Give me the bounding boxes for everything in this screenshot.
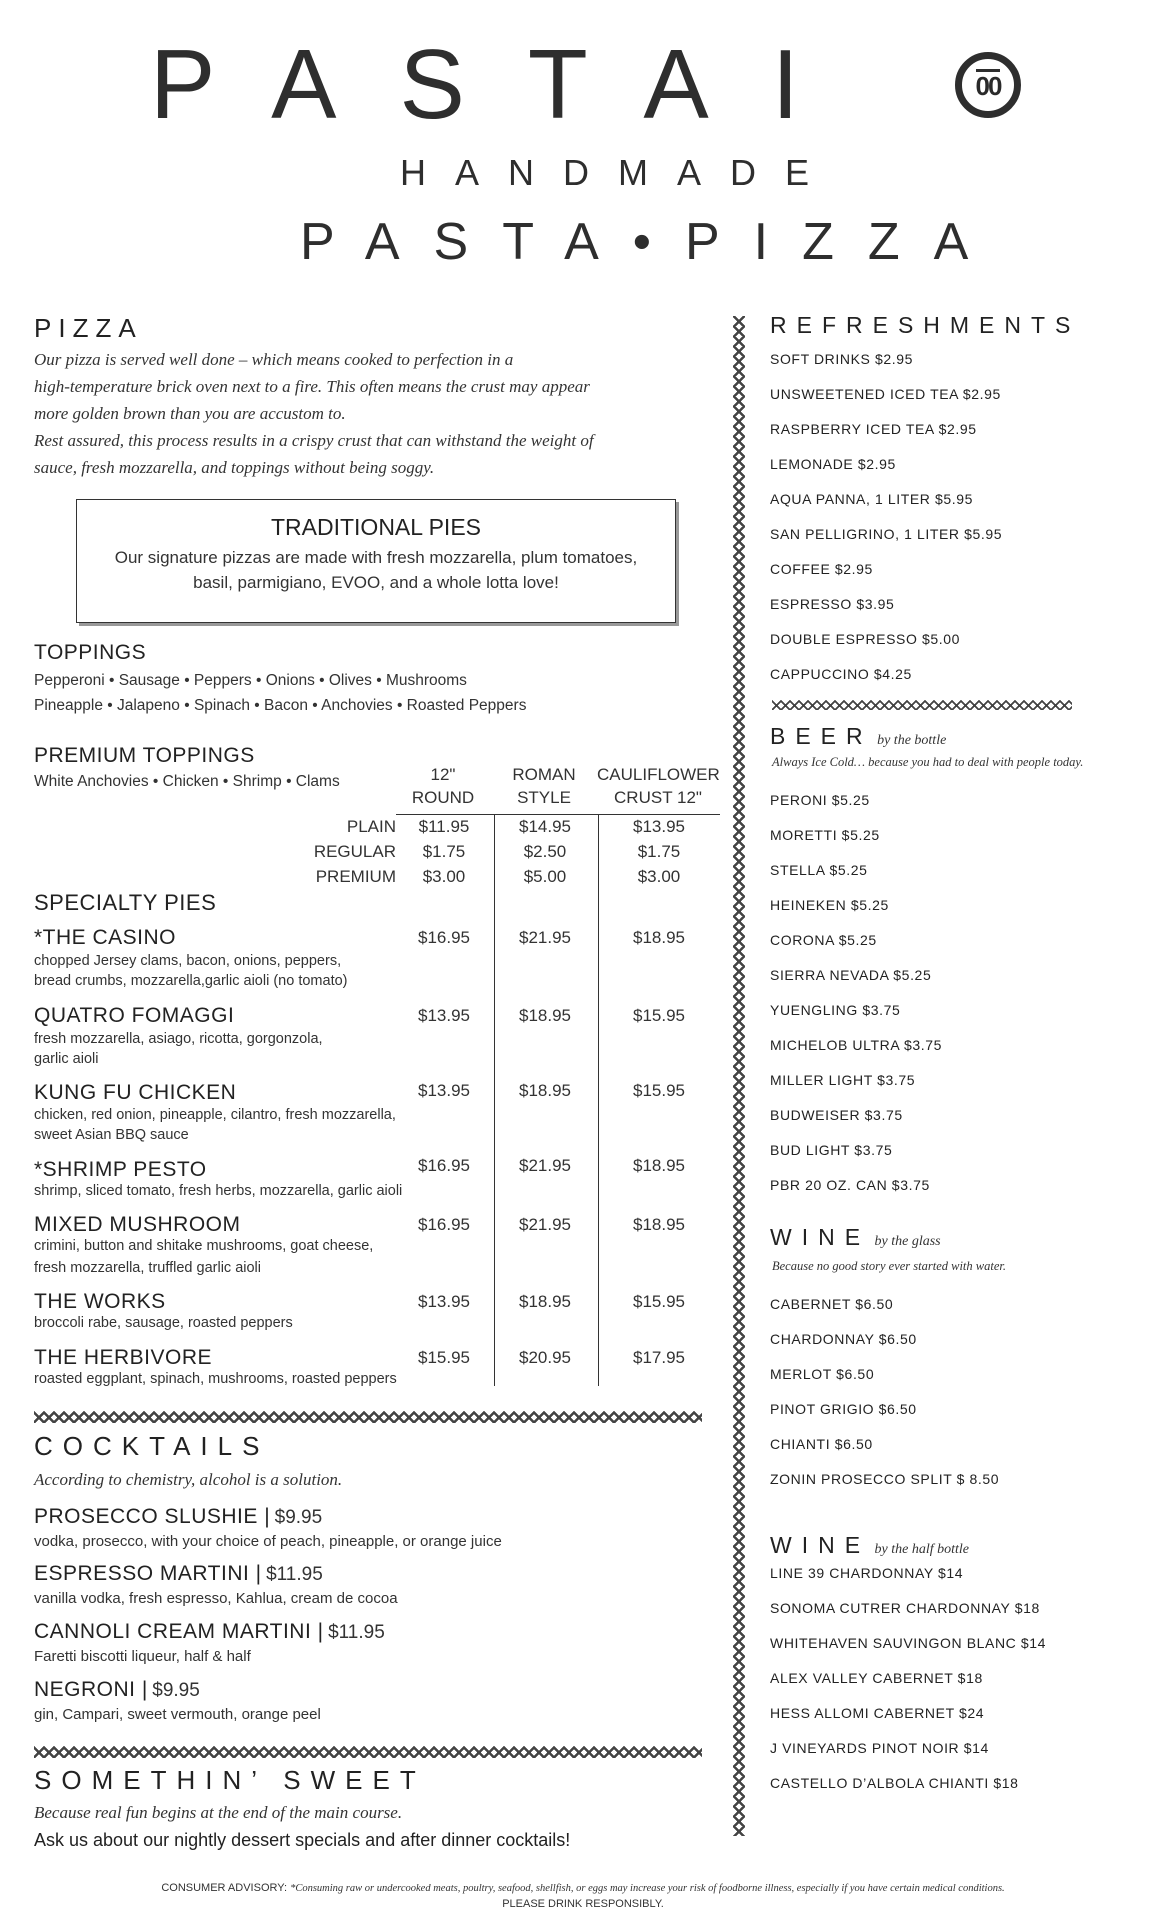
beer-list: [770, 790, 942, 1210]
beer-title: BEER: [770, 723, 873, 749]
ornamental-divider: [34, 1411, 702, 1423]
specialty-desc: fresh mozzarella, truffled garlic aioli: [34, 1260, 261, 1276]
pizza-description-line: sauce, fresh mozzarella, and toppings without being soggy.: [34, 458, 435, 477]
wine-half-subtitle: by the half bottle: [874, 1542, 969, 1557]
price-roman: $18.95: [519, 1006, 571, 1025]
price-roman: $2.50: [523, 842, 567, 861]
column-header-line: CAULIFLOWER: [597, 765, 720, 784]
list-item: SIERRA NEVADA $5.25: [770, 967, 932, 983]
price-round: $13.95: [418, 1292, 470, 1311]
list-item: CABERNET $6.50: [770, 1296, 894, 1312]
price-roman: $14.95: [519, 817, 571, 836]
list-item: BUDWEISER $3.75: [770, 1107, 903, 1123]
pizza-description-line: Our pizza is served well done – which means cooked to perfection in a: [34, 350, 514, 369]
list-item: CASTELLO D’ALBOLA CHIANTI $18: [770, 1775, 1019, 1791]
wine-glass-list: [770, 1294, 999, 1504]
specialty-desc: chopped Jersey clams, bacon, onions, peppers,: [34, 953, 342, 969]
list-item: STELLA $5.25: [770, 862, 868, 878]
premium-toppings-line: White Anchovies • Chicken • Shrimp • Clams: [34, 773, 340, 790]
price-round: $16.95: [418, 1215, 470, 1234]
row-label: REGULAR: [313, 842, 396, 861]
wine-half-list: [770, 1563, 1046, 1808]
cocktail-item: [34, 1678, 321, 1723]
pizza-description-line: high-temperature brick oven next to a fire. This often means the crust may appear: [34, 377, 590, 396]
list-item: SAN PELLIGRINO, 1 LITER $5.95: [770, 526, 1003, 542]
list-item: HEINEKEN $5.25: [770, 897, 889, 913]
traditional-pies-line: basil, parmigiano, EVOO, and a whole lotta love!: [193, 573, 559, 592]
list-item: MORETTI $5.25: [770, 827, 880, 843]
price-round: $16.95: [418, 1156, 470, 1175]
price-roman: $21.95: [519, 1156, 571, 1175]
logo-mark-text: 00: [975, 71, 1001, 101]
cocktail-price: $9.95: [274, 1507, 323, 1528]
list-item: MICHELOB ULTRA $3.75: [770, 1037, 943, 1053]
specialty-desc: roasted eggplant, spinach, mushrooms, roasted peppers: [34, 1371, 397, 1387]
price-cauliflower: $18.95: [633, 1156, 685, 1175]
list-item: SOFT DRINKS $2.95: [770, 351, 913, 367]
traditional-pies-title: TRADITIONAL PIES: [270, 514, 482, 540]
toppings-title: TOPPINGS: [34, 641, 147, 664]
table-row: [0, 842, 1166, 867]
specialty-desc: sweet Asian BBQ sauce: [34, 1127, 189, 1143]
list-item: LEMONADE $2.95: [770, 456, 896, 472]
wine-glass-title: WINE: [770, 1224, 871, 1250]
cocktail-desc: vodka, prosecco, with your choice of peach, pineapple, or orange juice: [34, 1533, 502, 1550]
specialty-desc: crimini, button and shitake mushrooms, goat cheese,: [34, 1238, 374, 1254]
specialty-desc: shrimp, sliced tomato, fresh herbs, mozzarella, garlic aioli: [34, 1183, 403, 1199]
toppings-line: Pepperoni • Sausage • Peppers • Onions • Olives • Mushrooms: [34, 672, 467, 689]
brand-name: PASTAI: [150, 29, 863, 139]
list-item: J VINEYARDS PINOT NOIR $14: [770, 1740, 989, 1756]
traditional-pies-line: Our signature pizzas are made with fresh mozzarella, plum tomatoes,: [114, 548, 638, 567]
ornamental-divider: [772, 700, 1072, 710]
tagline-pasta-pizza: PASTA•PIZZA: [300, 213, 1003, 271]
column-header-line: 12": [430, 765, 456, 784]
column-header-line: STYLE: [517, 788, 571, 807]
cocktails-tagline: According to chemistry, alcohol is a solution.: [34, 1470, 343, 1489]
refreshments-title: REFRESHMENTS: [770, 312, 1081, 338]
pizza-description-line: more golden brown than you are accustom to.: [34, 404, 346, 423]
refreshments-list: [770, 349, 1002, 699]
beer-heading: [770, 723, 946, 750]
cocktail-price: $9.95: [152, 1680, 200, 1701]
list-item: HESS ALLOMI CABERNET $24: [770, 1705, 985, 1721]
sweet-note: Ask us about our nightly dessert specials and after dinner cocktails!: [34, 1830, 571, 1850]
cocktail-name: NEGRONI |: [34, 1678, 148, 1701]
price-cauliflower: $3.00: [637, 867, 681, 886]
tagline-handmade: HANDMADE: [400, 152, 839, 193]
toppings-line: Pineapple • Jalapeno • Spinach • Bacon • Anchovies • Roasted Peppers: [34, 697, 527, 714]
column-header-line: ROMAN: [512, 765, 576, 784]
list-item: MERLOT $6.50: [770, 1366, 875, 1382]
cocktail-item: [34, 1620, 385, 1665]
sweet-title: SOMETHIN’ SWEET: [34, 1765, 426, 1795]
wine-half-title: WINE: [770, 1532, 871, 1558]
specialty-pies-title: SPECIALTY PIES: [34, 890, 217, 915]
wine-glass-heading: [770, 1224, 941, 1251]
list-item: ALEX VALLEY CABERNET $18: [770, 1670, 983, 1686]
list-item: WHITEHAVEN SAUVINGON BLANC $14: [770, 1635, 1047, 1651]
price-round: $11.95: [418, 817, 470, 836]
table-row: [0, 817, 1166, 842]
list-item: CAPPUCCINO $4.25: [770, 666, 912, 682]
column-header-roman: [493, 763, 595, 809]
premium-toppings-title: PREMIUM TOPPINGS: [34, 744, 255, 767]
specialty-name: THE WORKS: [34, 1290, 166, 1313]
beer-subtitle: by the bottle: [877, 733, 947, 748]
table-header-rule: [396, 814, 720, 815]
price-round: $3.00: [422, 867, 466, 886]
row-label: PREMIUM: [315, 867, 396, 886]
list-item: SONOMA CUTRER CHARDONNAY $18: [770, 1600, 1040, 1616]
cocktail-price: $11.95: [266, 1564, 323, 1585]
price-cauliflower: $13.95: [633, 817, 685, 836]
list-item: PINOT GRIGIO $6.50: [770, 1401, 917, 1417]
table-row: [0, 867, 1166, 892]
ornamental-divider: [34, 1746, 702, 1758]
list-item: RASPBERRY ICED TEA $2.95: [770, 421, 977, 437]
list-item: PERONI $5.25: [770, 792, 870, 808]
beer-tagline: Always Ice Cold… because you had to deal with people today.: [772, 755, 1084, 769]
list-item: ZONIN PROSECCO SPLIT $ 8.50: [770, 1471, 1000, 1487]
specialty-name: *SHRIMP PESTO: [34, 1158, 207, 1181]
list-item: UNSWEETENED ICED TEA $2.95: [770, 386, 1001, 402]
price-roman: $21.95: [519, 1215, 571, 1234]
specialty-desc: fresh mozzarella, asiago, ricotta, gorgonzola,: [34, 1031, 323, 1047]
price-cauliflower: $17.95: [633, 1348, 685, 1367]
list-item: COFFEE $2.95: [770, 561, 873, 577]
price-cauliflower: $15.95: [633, 1006, 685, 1025]
sweet-tagline: Because real fun begins at the end of the main course.: [34, 1803, 403, 1822]
specialty-name: *THE CASINO: [34, 926, 177, 949]
specialty-name: KUNG FU CHICKEN: [34, 1081, 237, 1104]
specialty-desc: broccoli rabe, sausage, roasted peppers: [34, 1315, 293, 1331]
specialty-desc: garlic aioli: [34, 1051, 99, 1067]
cocktail-desc: gin, Campari, sweet vermouth, orange peel: [34, 1706, 321, 1723]
cocktail-name: PROSECCO SLUSHIE |: [34, 1505, 271, 1528]
cocktails-title: COCKTAILS: [34, 1431, 270, 1461]
list-item: LINE 39 CHARDONNAY $14: [770, 1565, 964, 1581]
row-label: PLAIN: [346, 817, 396, 836]
table-column-divider: [494, 814, 495, 1386]
price-roman: $18.95: [519, 1292, 571, 1311]
advisory-text: *Consuming raw or undercooked meats, poultry, seafood, shellfish, or eggs may increase your risk of foodborne illness, especially if you have certain medical conditions.: [290, 1883, 1005, 1894]
price-round: $16.95: [418, 928, 470, 947]
column-header-line: CRUST 12": [614, 788, 702, 807]
cocktail-desc: Faretti biscotti liqueur, half & half: [34, 1648, 251, 1665]
pizza-description: [34, 346, 634, 481]
cocktail-price: $11.95: [328, 1622, 385, 1643]
pizza-title: PIZZA: [34, 313, 143, 343]
cocktail-name: CANNOLI CREAM MARTINI |: [34, 1620, 324, 1643]
advisory-label: CONSUMER ADVISORY:: [161, 1882, 288, 1894]
pizza-description-line: Rest assured, this process results in a crispy crust that can withstand the weight of: [34, 431, 594, 450]
specialty-name: QUATRO FOMAGGI: [34, 1004, 235, 1027]
list-item: CHARDONNAY $6.50: [770, 1331, 917, 1347]
ornamental-column-divider: [733, 316, 745, 1836]
table-column-divider: [598, 814, 599, 1386]
price-roman: $18.95: [519, 1081, 571, 1100]
price-round: $1.75: [422, 842, 466, 861]
drink-responsibly: PLEASE DRINK RESPONSIBLY.: [502, 1898, 664, 1910]
list-item: BUD LIGHT $3.75: [770, 1142, 893, 1158]
column-header-round: [396, 763, 490, 809]
specialty-desc: chicken, red onion, pineapple, cilantro, fresh mozzarella,: [34, 1107, 396, 1123]
price-cauliflower: $15.95: [633, 1292, 685, 1311]
price-cauliflower: $18.95: [633, 1215, 685, 1234]
cocktail-item: [34, 1562, 398, 1607]
specialty-name: THE HERBIVORE: [34, 1346, 213, 1369]
price-roman: $5.00: [523, 867, 567, 886]
consumer-advisory: [0, 1882, 1166, 1894]
traditional-pies-box: [76, 499, 676, 623]
list-item: DOUBLE ESPRESSO $5.00: [770, 631, 961, 647]
list-item: YUENGLING $3.75: [770, 1002, 901, 1018]
wine-half-heading: [770, 1532, 969, 1559]
column-header-cauliflower: [597, 763, 719, 809]
price-cauliflower: $15.95: [633, 1081, 685, 1100]
list-item: CHIANTI $6.50: [770, 1436, 873, 1452]
wine-glass-tagline: Because no good story ever started with water.: [772, 1259, 1006, 1273]
price-roman: $21.95: [519, 928, 571, 947]
cocktail-item: [34, 1505, 502, 1550]
price-cauliflower: $18.95: [633, 928, 685, 947]
list-item: ESPRESSO $3.95: [770, 596, 895, 612]
price-round: $13.95: [418, 1081, 470, 1100]
list-item: PBR 20 OZ. CAN $3.75: [770, 1177, 930, 1193]
price-round: $13.95: [418, 1006, 470, 1025]
specialty-desc: bread crumbs, mozzarella,garlic aioli (no tomato): [34, 973, 348, 989]
specialty-name: MIXED MUSHROOM: [34, 1213, 241, 1236]
cocktail-name: ESPRESSO MARTINI |: [34, 1562, 262, 1585]
cocktail-desc: vanilla vodka, fresh espresso, Kahlua, cream de cocoa: [34, 1590, 398, 1607]
price-round: $15.95: [418, 1348, 470, 1367]
column-header-line: ROUND: [411, 788, 475, 807]
list-item: AQUA PANNA, 1 LITER $5.95: [770, 491, 974, 507]
logo-mark-icon: [955, 52, 1021, 118]
price-cauliflower: $1.75: [637, 842, 681, 861]
price-roman: $20.95: [519, 1348, 571, 1367]
list-item: MILLER LIGHT $3.75: [770, 1072, 916, 1088]
list-item: CORONA $5.25: [770, 932, 877, 948]
wine-glass-subtitle: by the glass: [874, 1234, 941, 1249]
